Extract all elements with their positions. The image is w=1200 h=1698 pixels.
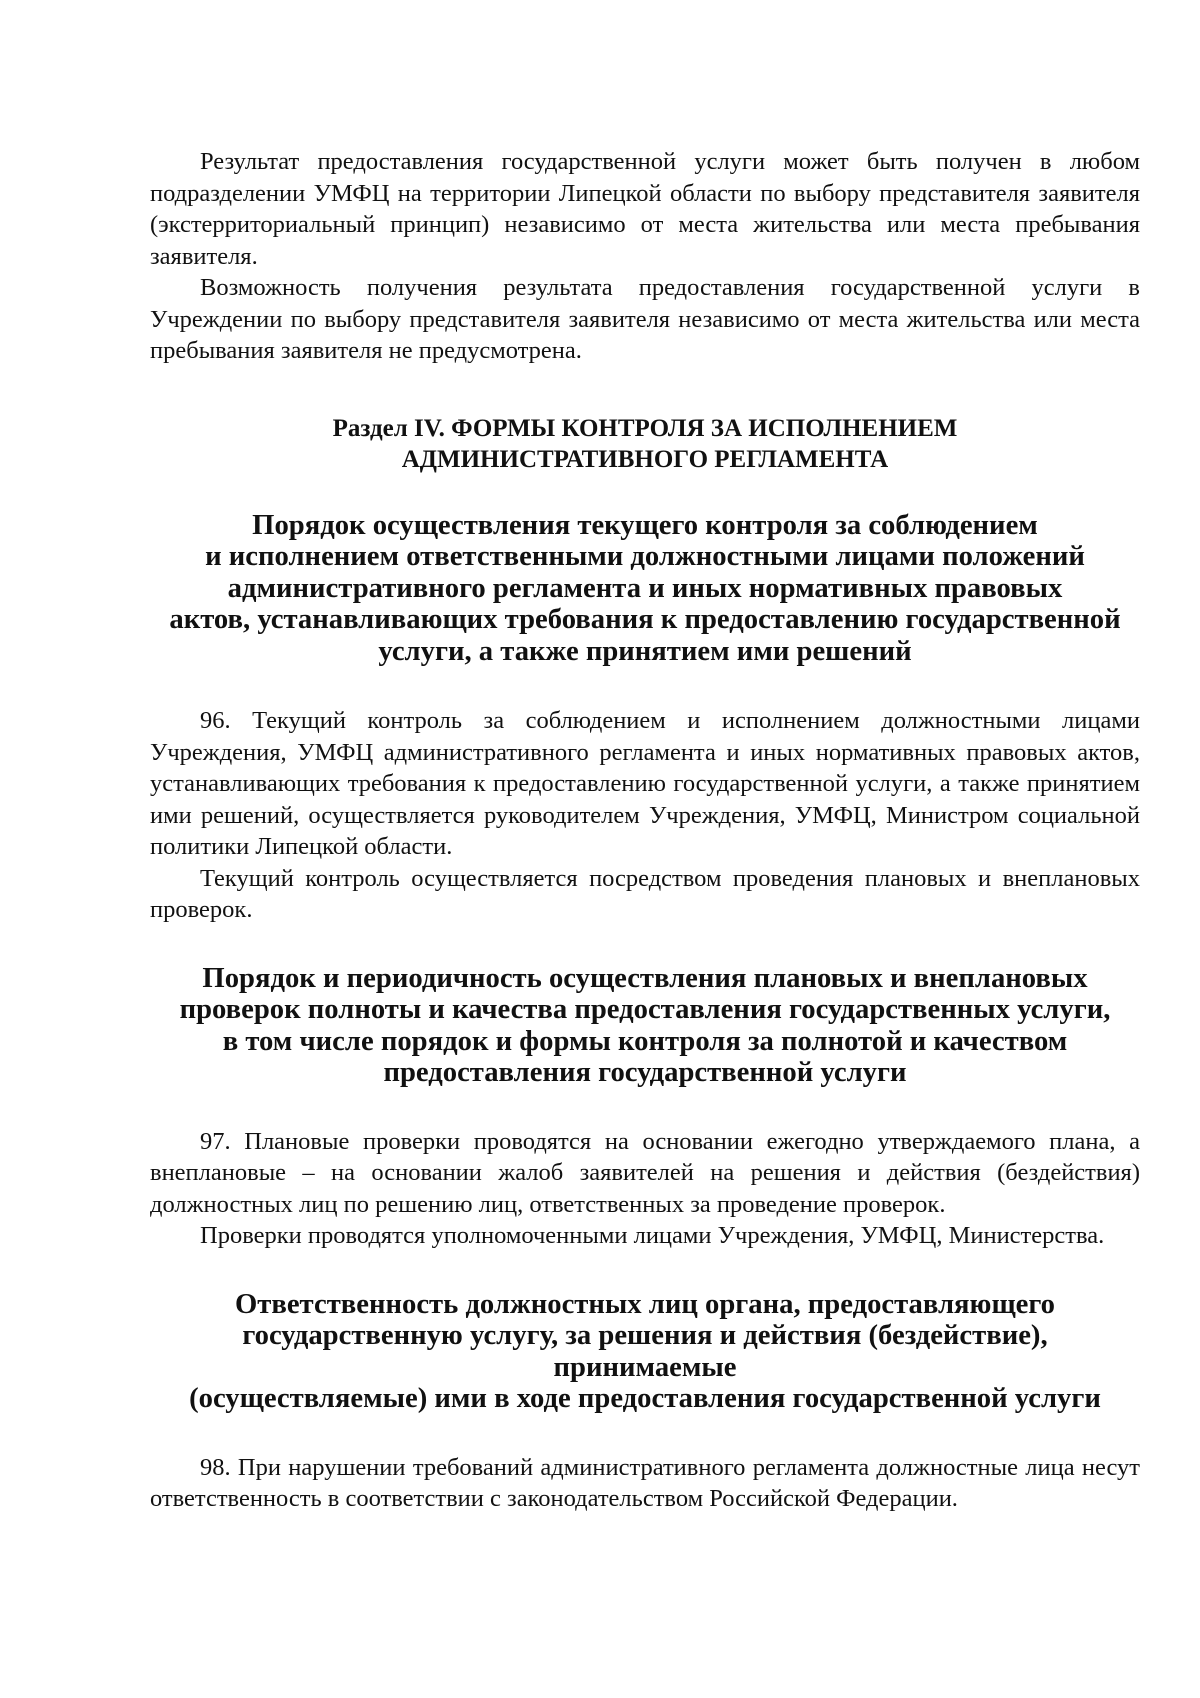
subheading-line: (осуществляемые) ими в ходе предоставления государственной услуги bbox=[189, 1382, 1101, 1414]
section-heading-line: АДМИНИСТРАТИВНОГО РЕГЛАМЕНТА bbox=[401, 446, 889, 473]
paragraph-96-inspections: Текущий контроль осуществляется посредством проведения плановых и внеплановых проверок. bbox=[150, 864, 1140, 923]
subheading-line: Порядок и периодичность осуществления плановых и внеплановых bbox=[202, 961, 1088, 994]
subheading-line: актов, устанавливающих требования к предоставлению государственной bbox=[169, 603, 1121, 635]
subheading-line: в том числе порядок и формы контроля за полнотой и качеством bbox=[222, 1024, 1068, 1057]
subheading-responsibility bbox=[150, 1289, 1140, 1415]
paragraph-96: 96. Текущий контроль за соблюдением и исполнением должностными лицами Учреждения, УМФЦ административного регламента и иных нормативных правовых актов, устанавливающих требования к предоставлению государственной услуги, а также принятием ими решений, осуществляется руководителем Учреждения, УМФЦ, Министром социальной политики Липецкой области. bbox=[150, 707, 1140, 860]
paragraph-97: 97. Плановые проверки проводятся на основании ежегодно утверждаемого плана, а внеплановые – на основании жалоб заявителей на решения и действия (бездействия) должностных лиц по решению лиц, ответственных за проведение проверок. bbox=[150, 1127, 1140, 1218]
subheading-inspections bbox=[150, 963, 1140, 1089]
subheading-line: услуги, а также принятием ими решений bbox=[378, 634, 912, 667]
paragraph-result-location: Результат предоставления государственной услуги может быть получен в любом подразделении УМФЦ на территории Липецкой области по выбору представителя заявителя (экстерриториальный принцип) независимо от места жительства или места пребывания заявителя. bbox=[150, 148, 1140, 270]
subheading-line: административного регламента и иных нормативных правовых bbox=[227, 571, 1063, 604]
section-heading-line: Раздел IV. ФОРМЫ КОНТРОЛЯ ЗА ИСПОЛНЕНИЕМ bbox=[332, 414, 958, 442]
subheading-line: государственную услугу, за решения и действия (бездействие), принимаемые bbox=[242, 1319, 1048, 1383]
section-heading bbox=[150, 413, 1140, 476]
subheading-line: Ответственность должностных лиц органа, предоставляющего bbox=[235, 1287, 1055, 1320]
paragraph-97-inspectors: Проверки проводятся уполномоченными лицами Учреждения, УМФЦ, Министерства. bbox=[200, 1222, 1105, 1249]
subheading-line: Порядок осуществления текущего контроля за соблюдением bbox=[252, 508, 1038, 541]
paragraph-98: 98. При нарушении требований административного регламента должностные лица несут ответственность в соответствии с законодательством Российской Федерации. bbox=[150, 1453, 1140, 1512]
subheading-current-control bbox=[150, 510, 1140, 668]
subheading-line: проверок полноты и качества предоставления государственных услуги, bbox=[179, 993, 1111, 1025]
subheading-line: предоставления государственной услуги bbox=[383, 1056, 907, 1088]
subheading-line: и исполнением ответственными должностными лицами положений bbox=[205, 540, 1085, 572]
paragraph-result-institution: Возможность получения результата предоставления государственной услуги в Учреждении по выбору представителя заявителя независимо от места жительства или места пребывания заявителя не предусмотрена. bbox=[150, 274, 1140, 364]
document-body bbox=[150, 146, 1140, 1515]
